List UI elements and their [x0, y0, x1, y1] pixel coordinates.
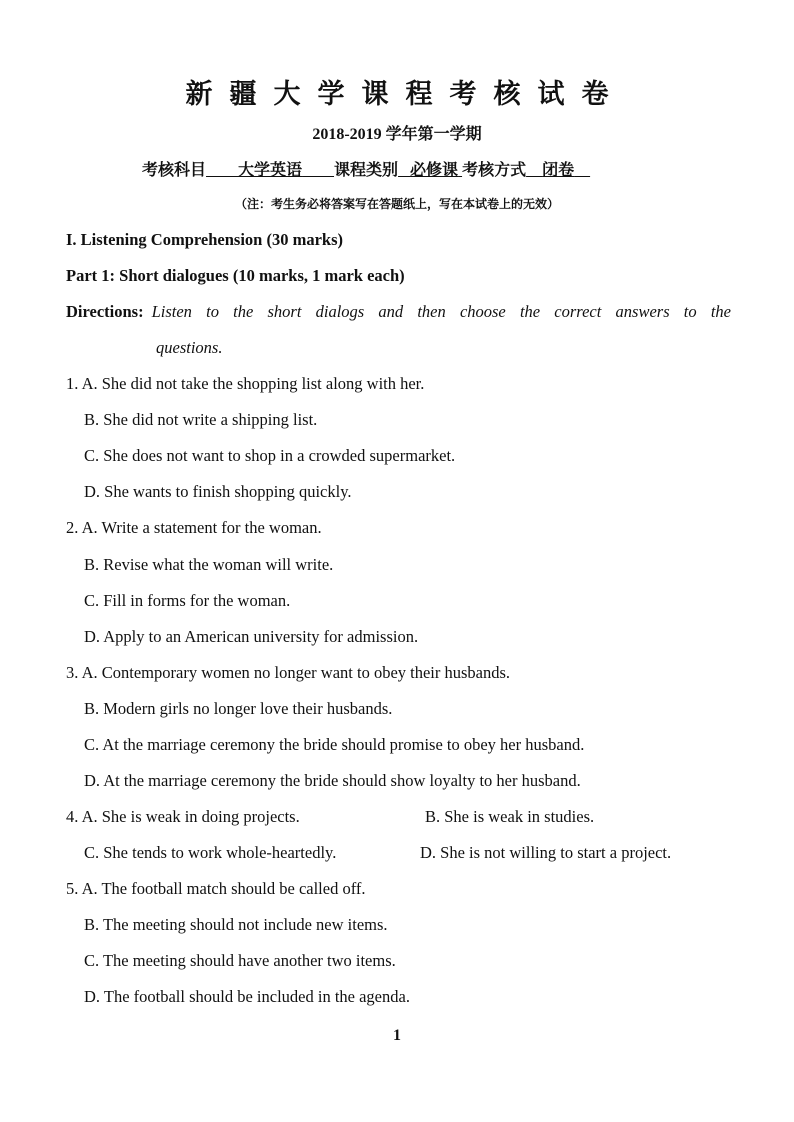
term: 2018-2019 学年第一学期 — [312, 126, 482, 143]
q5-c: C. The meeting should have another two items. — [84, 951, 396, 970]
q4-d: D. She is not willing to start a project. — [420, 843, 672, 862]
method: 闭卷 — [542, 162, 575, 179]
q2-d: D. Apply to an American university for admission. — [84, 627, 419, 646]
q2-c: C. Fill in forms for the woman. — [84, 591, 291, 610]
directions — [66, 302, 731, 322]
q1-a: 1. A. She did not take the shopping list along with her. — [66, 374, 425, 393]
page-number: 1 — [393, 1027, 401, 1044]
q2-a: 2. A. Write a statement for the woman. — [66, 518, 322, 537]
q5-b: B. The meeting should not include new items. — [84, 915, 388, 934]
method-label: 考核方式 — [462, 162, 527, 179]
q2-b: B. Revise what the woman will write. — [84, 555, 334, 574]
q4-a: 4. A. She is weak in doing projects. — [66, 807, 300, 826]
exam-info — [142, 157, 590, 180]
q3-b: B. Modern girls no longer love their husbands. — [84, 699, 393, 718]
q1-d: D. She wants to finish shopping quickly. — [84, 482, 352, 501]
exam-title: 新疆大学课程考核试卷 — [185, 79, 626, 110]
subject-label: 考核科目 — [142, 162, 207, 179]
directions-text-cont: questions. — [156, 338, 223, 357]
section-heading: I. Listening Comprehension (30 marks) — [66, 230, 344, 249]
subject: 大学英语 — [238, 162, 303, 179]
q5-a: 5. A. The football match should be called off. — [66, 879, 366, 898]
course-type: 必修课 — [410, 162, 459, 179]
type-label: 课程类别 — [334, 162, 399, 179]
q1-b: B. She did not write a shipping list. — [84, 410, 318, 429]
note: （注：考生务必将答案写在答题纸上，写在本试卷上的无效） — [234, 197, 559, 211]
q4-c: C. She tends to work whole-heartedly. — [84, 843, 337, 862]
q3-a: 3. A. Contemporary women no longer want to obey their husbands. — [66, 663, 511, 682]
q1-c: C. She does not want to shop in a crowded supermarket. — [84, 446, 456, 465]
q3-d: D. At the marriage ceremony the bride should show loyalty to her husband. — [84, 771, 581, 790]
q3-c: C. At the marriage ceremony the bride should promise to obey her husband. — [84, 735, 585, 754]
q5-d: D. The football should be included in the agenda. — [84, 987, 410, 1006]
directions-label: Directions: — [66, 302, 144, 321]
directions-text: Listen to the short dialogs and then choose the correct answers to the — [151, 302, 731, 321]
part-heading: Part 1: Short dialogues (10 marks, 1 mark each) — [66, 266, 405, 285]
q4-b: B. She is weak in studies. — [425, 807, 595, 826]
